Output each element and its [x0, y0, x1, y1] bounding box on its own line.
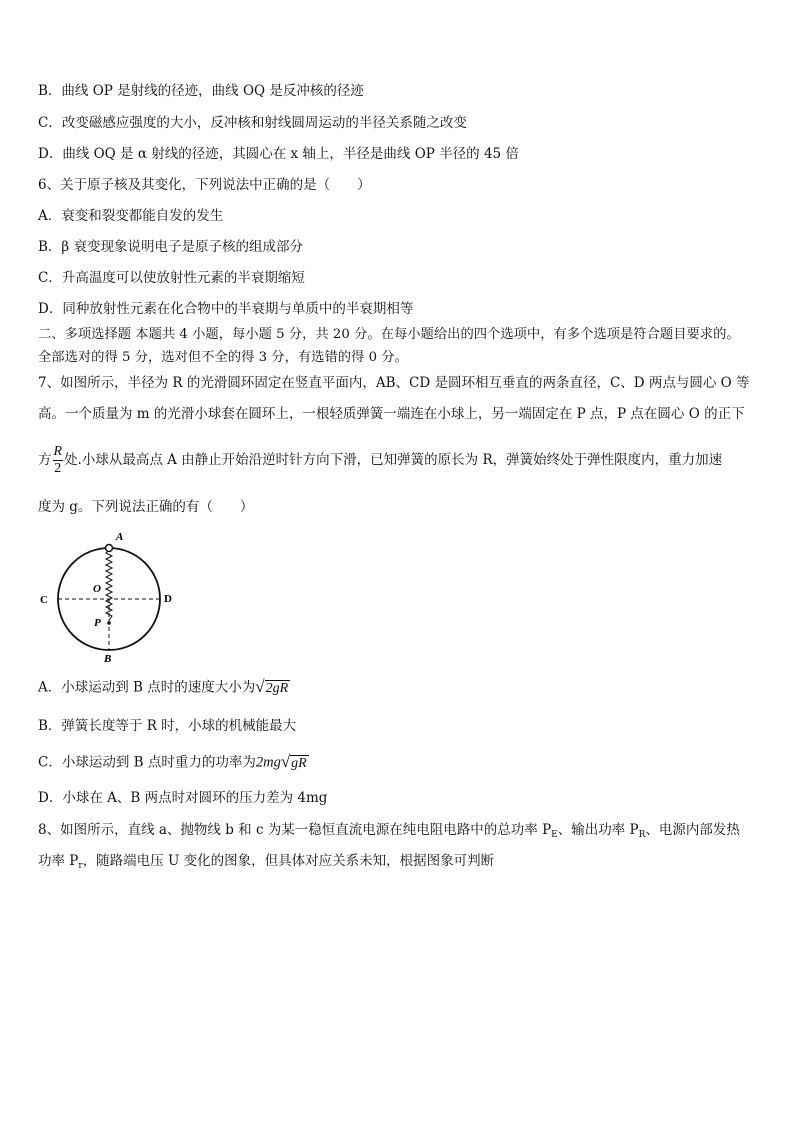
- label-o: O: [93, 583, 101, 595]
- q8-line2-b: ，随路端电压 U 变化的图象，但具体对应关系未知，根据图象可判断: [82, 853, 495, 869]
- section2-header: 二、多项选择题 本题共 4 小题，每小题 5 分，共 20 分。在每小题给出的四个选项中，有多个选项是符合题目要求的。: [38, 327, 740, 342]
- q7-fraction-r-over-2: [53, 444, 64, 477]
- q7-option-a: [38, 678, 290, 698]
- ball: [106, 545, 113, 552]
- sqrt-2gR: √2gR: [255, 677, 289, 696]
- sub-r-lower: r: [78, 861, 83, 871]
- q7-line3-pre: 方: [38, 452, 52, 468]
- coefficient-2mg: 2mg: [255, 754, 281, 771]
- sub-r-upper: R: [638, 830, 646, 840]
- q8-line1-a: 8、如图所示，直线 a、抛物线 b 和 c 为某一稳恒直流电源在纯电阻电路中的总功率 P: [38, 822, 552, 838]
- fraction-denominator: 2: [54, 461, 62, 476]
- label-a: A: [116, 531, 124, 543]
- label-c: C: [40, 594, 48, 606]
- q8-line1-b: 、输出功率 P: [557, 822, 639, 838]
- q7-stem-line4: 度为 g。下列说法正确的有（ ）: [38, 499, 254, 515]
- q5-option-d: D．曲线 OQ 是 α 射线的径迹，其圆心在 x 轴上，半径是曲线 OP 半径的 45 倍: [38, 146, 519, 162]
- sub-e: E: [551, 830, 558, 840]
- q7-line3-post: 处.小球从最高点 A 由静止开始沿逆时针方向下滑，已知弹簧的原长为 R，弹簧始终处于弹性限度内，重力加速: [64, 452, 723, 468]
- sqrt-radicand: 2gR: [265, 681, 289, 696]
- section2-scoring: 全部选对的得 5 分，选对但不全的得 3 分，有选错的得 0 分。: [38, 350, 408, 365]
- q7-option-d: D．小球在 A、B 两点时对圆环的压力差为 4mg: [38, 790, 328, 806]
- q7-option-c-text: C．小球运动到 B 点时重力的功率为: [38, 754, 256, 771]
- sqrt-gR: √gR: [280, 752, 307, 771]
- q7-option-a-text: A．小球运动到 B 点时的速度大小为: [38, 679, 256, 696]
- q7-stem-line3: [38, 440, 722, 480]
- q6-stem: 6、关于原子核及其变化，下列说法中正确的是（ ）: [38, 177, 371, 193]
- q8-stem-line1: [38, 821, 740, 844]
- q8-line1-c: 、电源内部发热: [645, 822, 740, 838]
- q5-option-b: B．曲线 OP 是射线的径迹，曲线 OQ 是反冲核的径迹: [38, 83, 364, 99]
- fraction-numerator: R: [53, 444, 63, 459]
- label-b: B: [104, 653, 112, 665]
- q6-option-a: A．衰变和裂变都能自发的发生: [38, 208, 224, 224]
- q7-stem-line1: 7、如图所示，半径为 R 的光滑圆环固定在竖直平面内，AB、CD 是圆环相互垂直的两条直径，C、D 两点与圆心 O 等: [38, 375, 750, 391]
- sqrt-radicand: gR: [291, 756, 307, 771]
- q8-stem-line2: [38, 852, 494, 875]
- q6-option-b: B．β 衰变现象说明电子是原子核的组成部分: [38, 239, 304, 255]
- q6-option-d: D．同种放射性元素在化合物中的半衰期与单质中的半衰期相等: [38, 301, 414, 317]
- q6-option-c: C．升高温度可以使放射性元素的半衰期缩短: [38, 270, 305, 286]
- q5-option-c: C．改变磁感应强度的大小，反冲核和射线圆周运动的半径关系随之改变: [38, 115, 467, 131]
- q7-option-b: B．弹簧长度等于 R 时，小球的机械能最大: [38, 718, 297, 734]
- q7-option-c: [38, 753, 309, 773]
- q7-circle-figure: [36, 526, 182, 666]
- label-d: D: [164, 593, 172, 605]
- q7-stem-line2: 高。一个质量为 m 的光滑小球套在圆环上，一根轻质弹簧一端连在小球上，另一端固定在 P 点，P 点在圆心 O 的正下: [38, 406, 745, 422]
- q8-line2-a: 功率 P: [38, 853, 79, 869]
- label-p: P: [94, 617, 101, 629]
- point-p-dot: [107, 621, 111, 625]
